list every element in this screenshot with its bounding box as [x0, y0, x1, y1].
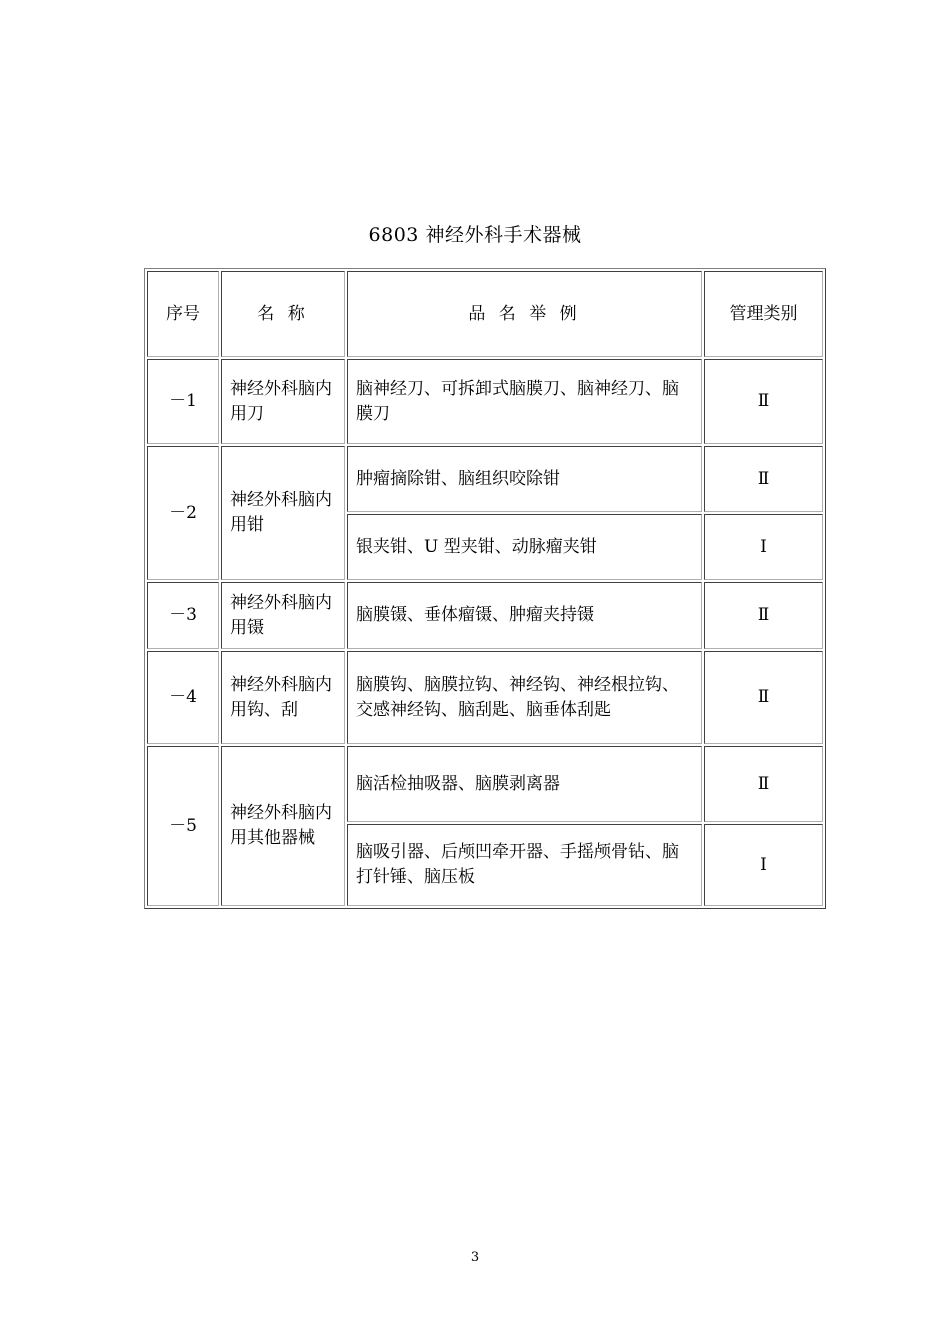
row-product-examples: 银夹钳、U 型夹钳、动脉瘤夹钳 — [347, 514, 702, 580]
row-name: 神经外科脑内用其他器械 — [221, 746, 345, 906]
table-row — [147, 359, 823, 444]
row-product-examples: 脑活检抽吸器、脑膜剥离器 — [347, 746, 702, 822]
row-product-examples: 脑膜镊、垂体瘤镊、肿瘤夹持镊 — [347, 582, 702, 649]
header-serial-number: 序号 — [147, 271, 219, 357]
row-name: 神经外科脑内用钳 — [221, 446, 345, 580]
row-product-examples: 脑吸引器、后颅凹牵开器、手摇颅骨钻、脑打针锤、脑压板 — [347, 824, 702, 906]
row-product-examples: 脑膜钩、脑膜拉钩、神经钩、神经根拉钩、交感神经钩、脑刮匙、脑垂体刮匙 — [347, 651, 702, 744]
row-product-examples: 肿瘤摘除钳、脑组织咬除钳 — [347, 446, 702, 512]
row-management-class: Ⅱ — [704, 651, 823, 744]
table-header-row — [147, 271, 823, 357]
device-catalog-table — [144, 268, 826, 909]
row-serial-number: －1 — [147, 359, 219, 444]
header-name: 名 称 — [221, 271, 345, 357]
row-management-class: Ⅰ — [704, 824, 823, 906]
row-name: 神经外科脑内用钩、刮 — [221, 651, 345, 744]
table-row — [147, 582, 823, 649]
row-serial-number: －5 — [147, 746, 219, 906]
document-title: 6803 神经外科手术器械 — [368, 224, 582, 246]
row-serial-number: －4 — [147, 651, 219, 744]
table-row — [147, 446, 823, 512]
header-product-examples: 品 名 举 例 — [347, 271, 702, 357]
page-number: 3 — [470, 1250, 480, 1265]
row-management-class: Ⅱ — [704, 582, 823, 649]
row-product-examples: 脑神经刀、可拆卸式脑膜刀、脑神经刀、脑膜刀 — [347, 359, 702, 444]
catalog-table-wrapper — [144, 268, 820, 909]
row-serial-number: －3 — [147, 582, 219, 649]
row-management-class: Ⅱ — [704, 359, 823, 444]
row-name: 神经外科脑内用镊 — [221, 582, 345, 649]
row-management-class: Ⅱ — [704, 746, 823, 822]
table-row — [147, 651, 823, 744]
row-management-class: Ⅰ — [704, 514, 823, 580]
table-row — [147, 746, 823, 822]
row-management-class: Ⅱ — [704, 446, 823, 512]
header-management-class: 管理类别 — [704, 271, 823, 357]
row-name: 神经外科脑内用刀 — [221, 359, 345, 444]
row-serial-number: －2 — [147, 446, 219, 580]
